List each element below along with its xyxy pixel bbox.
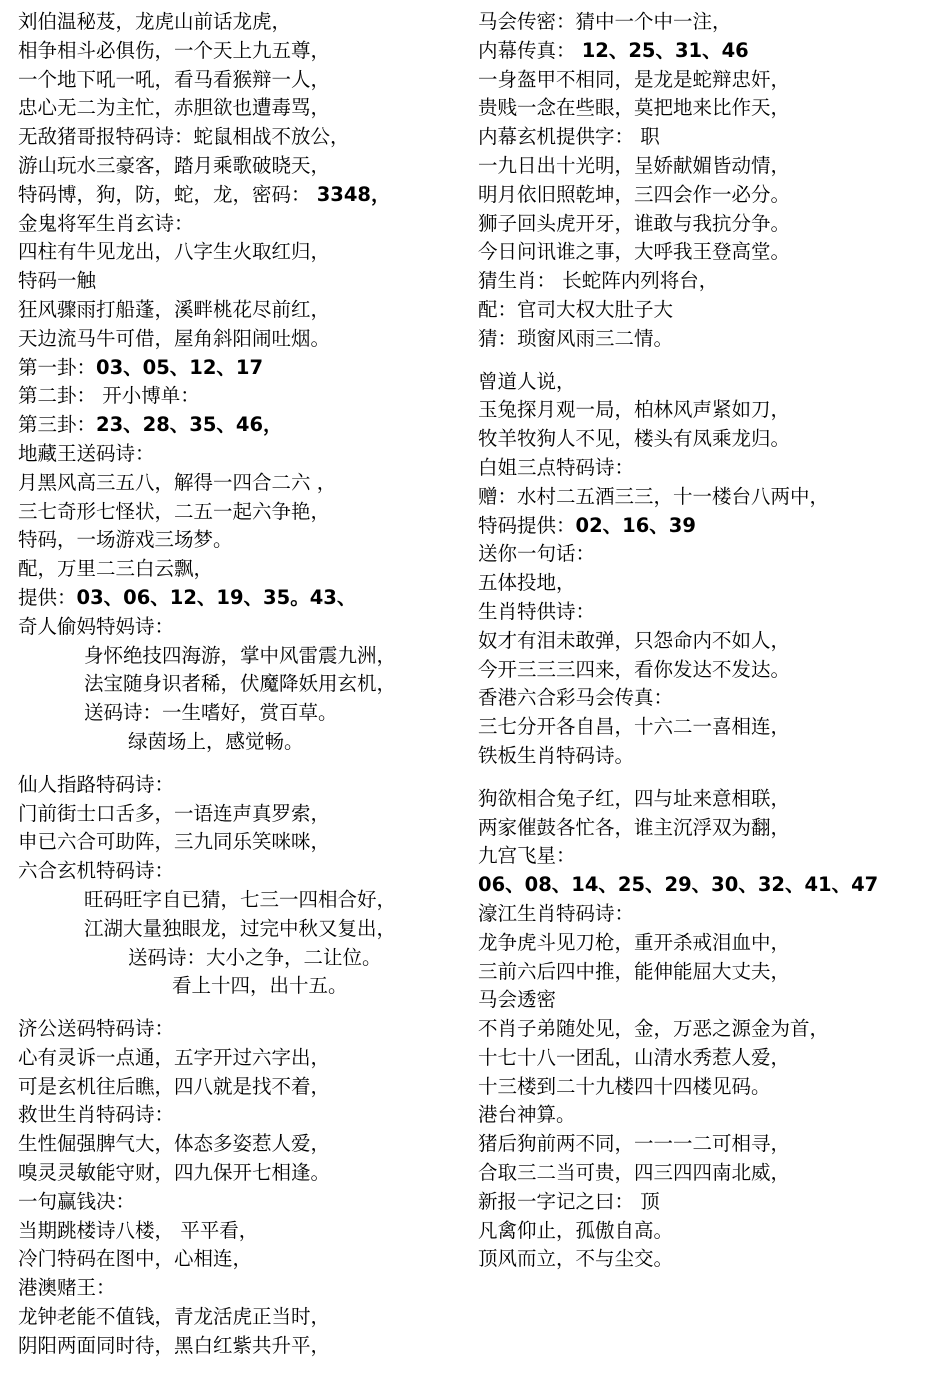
bold-numbers: 3348， bbox=[316, 182, 391, 206]
text-line: 牧羊牧狗人不见，楼头有凤乘龙归。 bbox=[478, 427, 791, 451]
text-line bbox=[18, 411, 460, 440]
text-line: 当期跳楼诗八楼， 平平看， bbox=[18, 1218, 259, 1242]
text-line: 配：官司大权大肚子大 bbox=[478, 297, 674, 321]
text-line: 法宝随身识者稀，伏魔降妖用玄机， bbox=[84, 672, 397, 696]
text-line: 赠：水村二五酒三三，十一楼台八两中， bbox=[478, 484, 830, 508]
text-line: 铁板生肖特码诗。 bbox=[478, 743, 635, 767]
text-line: 四柱有牛见龙出，八字生火取红归， bbox=[18, 240, 331, 264]
text-line: 狂风骤雨打船蓬，溪畔桃花尽前红， bbox=[18, 297, 331, 321]
bold-numbers: 23、28、35、46， bbox=[96, 413, 283, 437]
text-line: 港澳赌王： bbox=[18, 1276, 116, 1300]
text-line: 旺码旺字自已猜，七三一四相合好， bbox=[84, 887, 397, 911]
text-line: 特码一触 bbox=[18, 269, 97, 293]
text-line: 游山玩水三豪客，踏月乘歌破晓天， bbox=[18, 153, 331, 177]
text-line: 贵贱一念在些眼，莫把地来比作天， bbox=[478, 96, 791, 120]
text-line: 生性倔强脾气大，体态多姿惹人爱， bbox=[18, 1132, 331, 1156]
text-line: 配，万里二三白云飘， bbox=[18, 557, 214, 581]
text-line bbox=[478, 771, 920, 785]
text-line: 白姐三点特码诗： bbox=[478, 455, 635, 479]
text-line: 无敌猪哥报特码诗：蛇鼠相战不放公， bbox=[18, 125, 350, 149]
line-label: 第三卦： bbox=[18, 413, 97, 437]
bold-numbers: 12、25、31、46 bbox=[581, 38, 749, 62]
text-line bbox=[18, 757, 460, 771]
text-line: 凡禽仰止，孤傲自高。 bbox=[478, 1218, 674, 1242]
text-line: 香港六合彩马会传真： bbox=[478, 686, 674, 710]
text-line: 狗欲相合兔子红，四与址来意相联， bbox=[478, 786, 791, 810]
text-line: 九宫飞星： bbox=[478, 844, 576, 868]
text-line: 龙钟老能不值钱，青龙活虎正当时， bbox=[18, 1305, 331, 1329]
text-line: 马会传密：猜中一个中一注， bbox=[478, 10, 732, 33]
text-line: 相争相斗必俱伤，一个天上九五尊， bbox=[18, 38, 331, 62]
text-line: 新报一字记之曰： 顶 bbox=[478, 1189, 660, 1213]
text-line: 一句赢钱决： bbox=[18, 1189, 136, 1213]
text-line: 生肖特供诗： bbox=[478, 599, 596, 623]
text-line: 玉兔探月观一局，柏林风声紧如刀， bbox=[478, 398, 791, 422]
text-line: 刘伯温秘芨，龙虎山前话龙虎， bbox=[18, 10, 292, 33]
text-line: 今开三三三四来，看你发达不发达。 bbox=[478, 657, 791, 681]
two-column-layout bbox=[18, 8, 923, 1383]
bold-numbers: 03、05、12、17 bbox=[96, 355, 264, 379]
text-line: 龙争虎斗见刀枪，重开杀戒泪血中， bbox=[478, 930, 791, 954]
text-line bbox=[478, 512, 920, 541]
text-line: 特码，一场游戏三场梦。 bbox=[18, 528, 233, 552]
text-line bbox=[18, 181, 460, 210]
line-label: 第一卦： bbox=[18, 355, 97, 379]
text-line: 月黑风高三五八，解得一四合二六 ， bbox=[18, 470, 337, 494]
text-line: 曾道人说， bbox=[478, 369, 576, 393]
text-line bbox=[18, 1001, 460, 1015]
text-line: 仙人指路特码诗： bbox=[18, 772, 175, 796]
text-line bbox=[478, 37, 920, 66]
text-line: 送你一句话： bbox=[478, 542, 596, 566]
text-line: 嗅灵灵敏能守财，四九保开七相逢。 bbox=[18, 1161, 331, 1185]
line-label: 特码提供： bbox=[478, 513, 576, 537]
bold-numbers: 06、08、14、25、29、30、32、41、47 bbox=[478, 873, 879, 897]
text-line: 明月依旧照乾坤，三四会作一必分。 bbox=[478, 182, 791, 206]
text-line: 济公送码特码诗： bbox=[18, 1017, 175, 1041]
text-line: 濠江生肖特码诗： bbox=[478, 901, 635, 925]
text-line: 狮子回头虎开牙，谁敢与我抗分争。 bbox=[478, 211, 791, 235]
text-line: 天边流马牛可借，屋角斜阳闹吐烟。 bbox=[18, 326, 331, 350]
text-line: 一身盔甲不相同，是龙是蛇辩忠奸， bbox=[478, 67, 791, 91]
text-line: 申已六合可助阵，三九同乐笑咪咪， bbox=[18, 830, 331, 854]
text-line: 心有灵诉一点通，五字开过六字出， bbox=[18, 1045, 331, 1069]
text-line: 江湖大量独眼龙，过完中秋又复出， bbox=[84, 916, 397, 940]
text-line: 三七分开各自昌，十六二一喜相连， bbox=[478, 715, 791, 739]
text-line bbox=[478, 354, 920, 368]
right-text-column bbox=[478, 8, 920, 1274]
text-line: 猪后狗前两不同，一一一二可相寻， bbox=[478, 1132, 791, 1156]
text-line: 奇人偷妈特妈诗： bbox=[18, 614, 175, 638]
text-line: 六合玄机特码诗： bbox=[18, 859, 175, 883]
text-line: 送码诗：大小之争，二让位。 bbox=[128, 945, 382, 969]
text-line: 三前六后四中推，能伸能屈大丈夫， bbox=[478, 959, 791, 983]
line-label: 提供： bbox=[18, 585, 77, 609]
text-line: 阴阳两面同时待，黑白红紫共升平， bbox=[18, 1333, 331, 1357]
text-line: 可是玄机往后瞧，四八就是找不着， bbox=[18, 1074, 331, 1098]
line-label: 特码博，狗，防，蛇，龙，密码： bbox=[18, 182, 317, 206]
text-line: 港台神算。 bbox=[478, 1103, 576, 1127]
line-label: 内幕传真： bbox=[478, 38, 582, 62]
text-line: 绿茵场上，感觉畅。 bbox=[128, 729, 304, 753]
text-line: 地藏王送码诗： bbox=[18, 441, 155, 465]
text-line: 三七奇形七怪状，二五一起六争艳， bbox=[18, 499, 331, 523]
text-line: 看上十四，出十五。 bbox=[172, 974, 348, 998]
bold-numbers: 03、06、12、19、35。43、 bbox=[76, 585, 357, 609]
text-line: 忠心无二为主忙，赤胆欲也遭毒骂， bbox=[18, 96, 331, 120]
text-line bbox=[478, 871, 920, 900]
text-line: 金鬼将军生肖玄诗： bbox=[18, 211, 194, 235]
text-line: 一九日出十光明，呈娇献媚皆动情， bbox=[478, 153, 791, 177]
text-line: 一个地下吼一吼，看马看猴辩一人， bbox=[18, 67, 331, 91]
text-line: 不肖子弟随处见，金，万恶之源金为首， bbox=[478, 1017, 830, 1041]
text-line: 救世生肖特码诗： bbox=[18, 1103, 175, 1127]
text-line: 送码诗：一生嗜好，赏百草。 bbox=[84, 701, 338, 725]
bold-numbers: 02、16、39 bbox=[575, 513, 696, 537]
text-line: 冷门特码在图中，心相连， bbox=[18, 1247, 253, 1271]
text-line: 门前街士口舌多，一语连声真罗索， bbox=[18, 801, 331, 825]
text-line: 第二卦： 开小博单： bbox=[18, 384, 200, 408]
text-line: 十三楼到二十九楼四十四楼见码。 bbox=[478, 1074, 771, 1098]
text-line: 猜：琐窗风雨三二情。 bbox=[478, 326, 674, 350]
text-line: 今日问讯谁之事，大呼我王登高堂。 bbox=[478, 240, 791, 264]
text-line: 马会透密 bbox=[478, 988, 557, 1012]
text-line: 顶风而立，不与尘交。 bbox=[478, 1247, 674, 1271]
text-line: 两家催鼓各忙各，谁主沉浮双为翻， bbox=[478, 815, 791, 839]
text-line: 身怀绝技四海游，掌中风雷震九洲， bbox=[84, 643, 397, 667]
left-text-column bbox=[18, 8, 460, 1361]
text-line: 十七十八一团乱，山清水秀惹人爱， bbox=[478, 1045, 791, 1069]
text-line: 猜生肖： 长蛇阵内列将台， bbox=[478, 269, 719, 293]
text-line bbox=[18, 584, 460, 613]
text-line: 内幕玄机提供字： 职 bbox=[478, 125, 660, 149]
text-line bbox=[18, 354, 460, 383]
text-line: 五体投地， bbox=[478, 571, 576, 595]
text-line: 奴才有泪未敢弹，只怨命内不如人， bbox=[478, 628, 791, 652]
text-line: 合取三二当可贵，四三四四南北威， bbox=[478, 1161, 791, 1185]
